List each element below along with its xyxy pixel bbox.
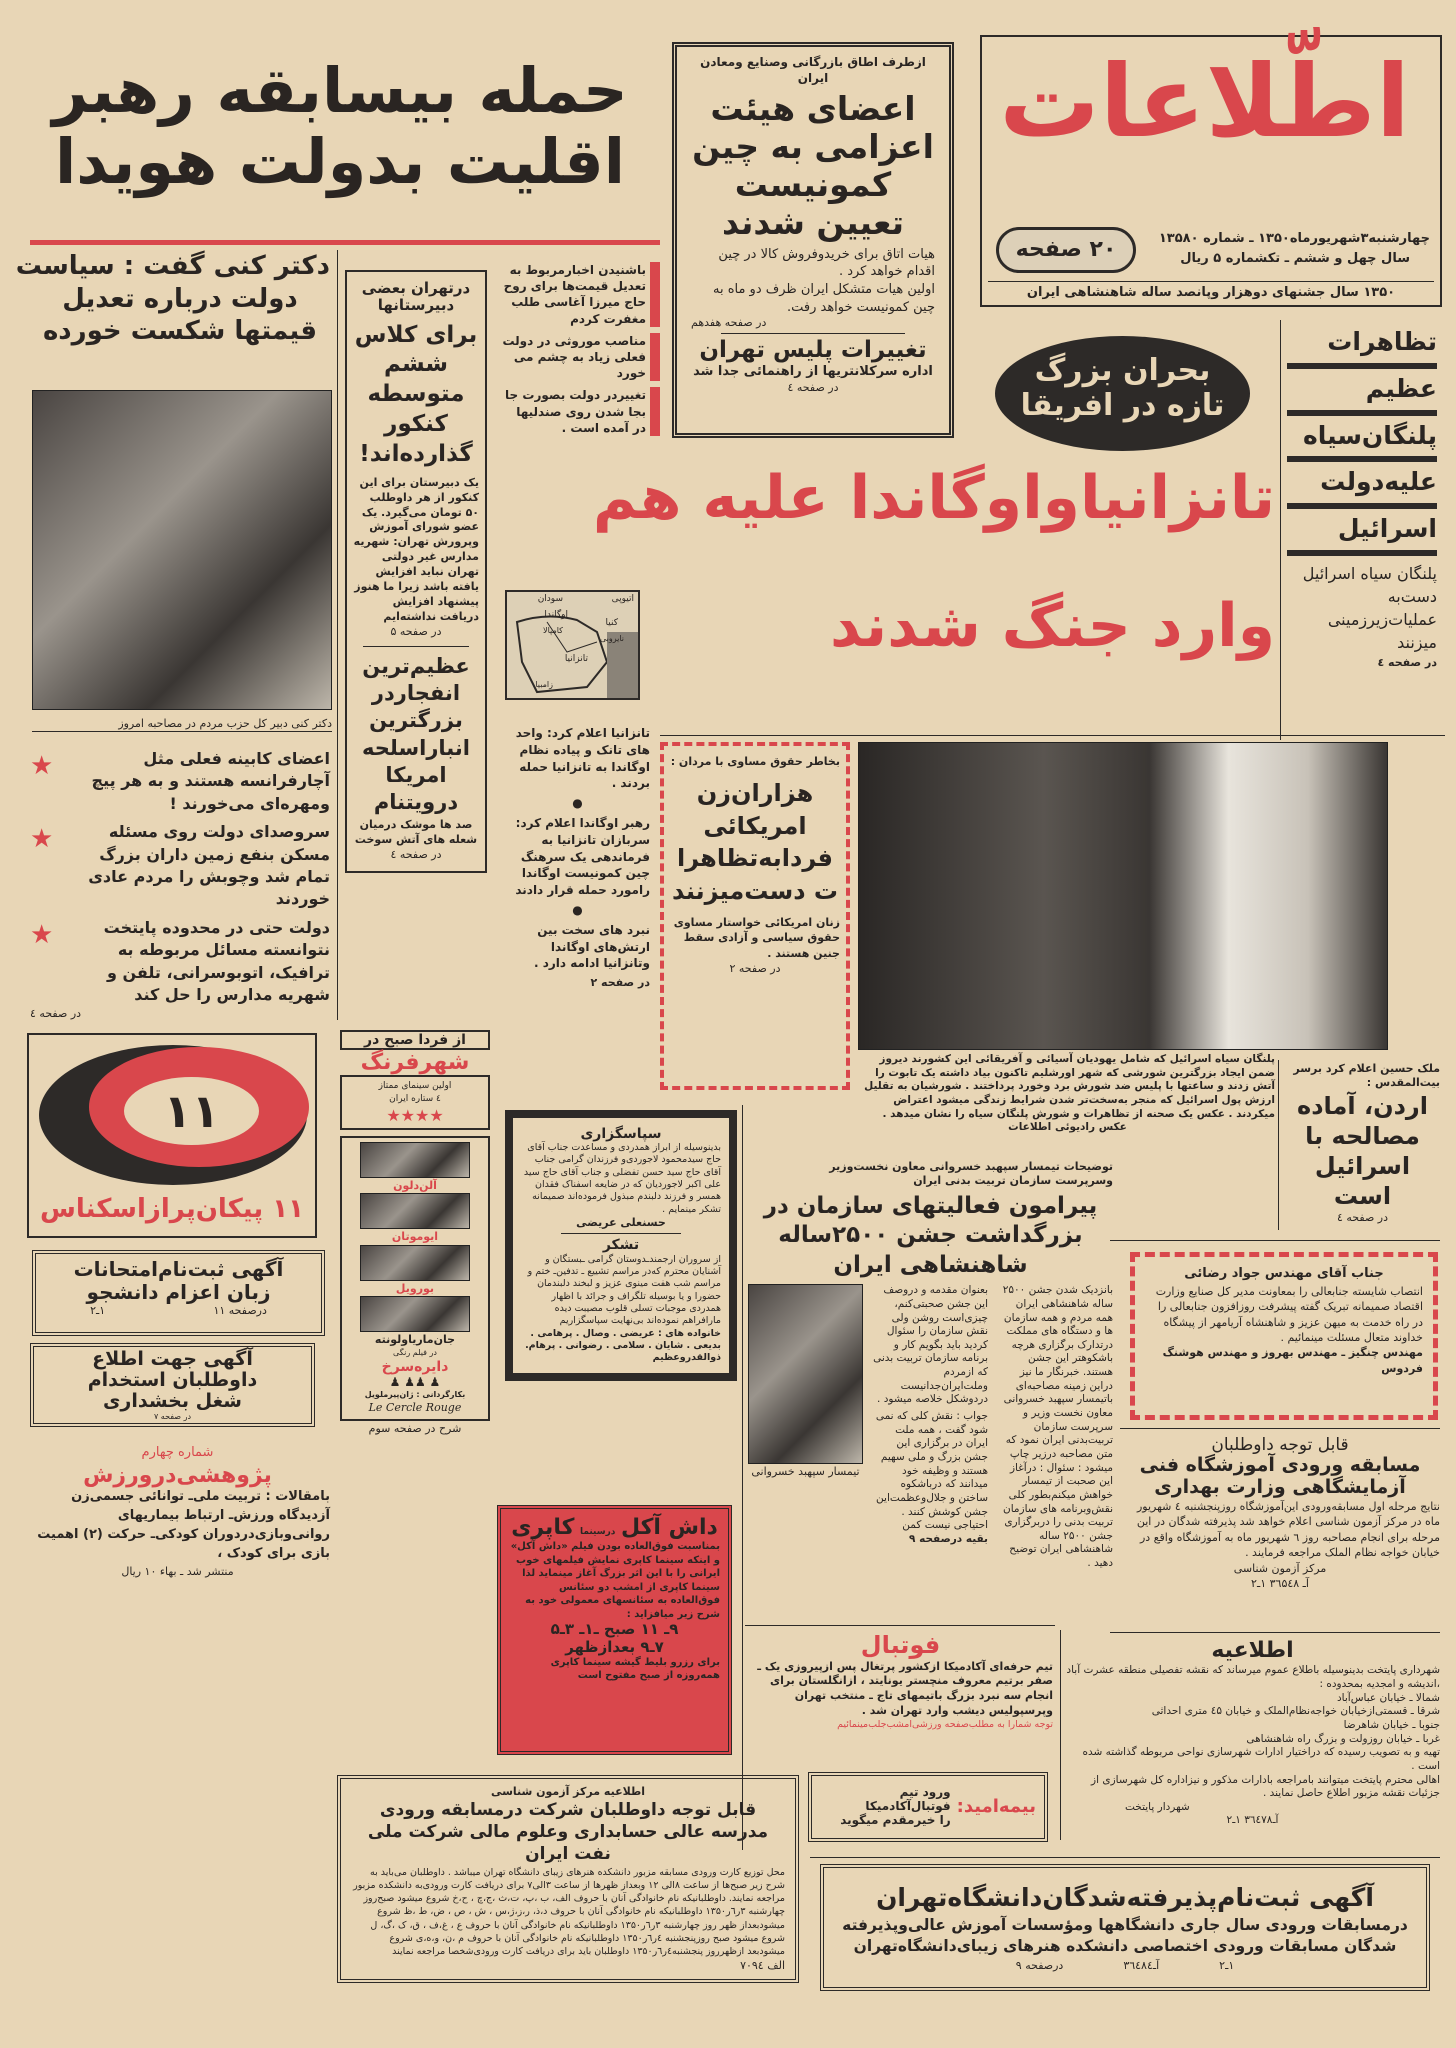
page-ref: درصفحه ۱۱ [213,1304,267,1317]
page-ref: در صفحه ٤ [1336,1210,1389,1224]
police-body: اداره سرکلانتریها از راهنمائی جدا شد [693,363,933,379]
body: اولین هیات متشکل ایران ظرف دو ماه به چین کمونیست خواهد رفت. [712,282,935,315]
headline: اردن، آماده مصالحه با اسرائیل است [1297,1091,1428,1210]
page-ref: در صفحه هفدهم [691,316,767,330]
black-panthers-column [1287,328,1437,670]
map-label: کنیا [605,618,618,628]
actor-photo [360,1142,470,1178]
star-icon: ★ [30,751,54,781]
celebration-article [748,1160,1113,1571]
notice-line: شرقا ـ قسمتی‌ازخیابان خواجه‌نظام‌الملک و خیابان ٤۵ متری احداثی [1151,1705,1440,1718]
actor-name: ایوموتان [391,1230,439,1244]
film-title-french: Le Cercle Rouge [368,1400,462,1414]
map-graphic [507,592,638,698]
map-label: اوگاندا [544,610,568,620]
masthead-banner: ۱۳۵۰ سال جشنهای دوهزار وپانصد ساله شاهنشاهی ایران [1026,285,1396,300]
bullet-dot-icon: ● [572,902,583,917]
article-column: بعنوان مقدمه و دروصف این جشن صحبتی‌کنم، چیزی‌است روشن ولی نقش سازمان را سئوال کردید باید بگویم کار و برنامه سازمان تربیت بدنی که ازمردم وملت‌ایران‌جدانیست دردوشکل خلاصه میشود . [873,1284,988,1406]
signature: شهردار پایتخت [1125,1800,1190,1813]
ad-line: شدگان مسابقات ورودی اختصاصی دانشکده هنرهای زیبای‌دانشگاه‌تهران [853,1937,1397,1956]
kicker: توضیحات تیمسار سپهبد خسروانی معاون نخست‌وزیر [829,1160,1113,1173]
bullet-text: مناصب موروثی در دولت فعلی زیاد به چشم می خورد [500,333,660,382]
page-ref: درصفحه ۹ [1015,1958,1064,1972]
film-title: دایره‌سرخ [381,1358,449,1375]
ad-code: آـ۳٦٤۷۸ ۱ـ۲ [1226,1814,1279,1827]
page-ref: در صفحه ٤ [1377,655,1437,669]
page-ref: در صفحه ٤ [787,380,839,394]
issue-date: چهارشنبه۳شهریورماه۱۳۵۰ ـ شماره ۱۳۵۸۰ [1158,231,1430,246]
ad-line: درمسابقات ورودی سال جاری دانشگاهها ومؤسسات آموزش عالی‌وپذیرفته [842,1915,1408,1934]
oval-line-1: بحران بزرگ [1034,353,1211,388]
ad-code: آـ۳٦٤۸٤ [1123,1958,1160,1972]
africa-crisis-oval [995,336,1250,451]
cinema-name: کاپری [511,1515,575,1540]
notice-body: از سروران ارجمند‌ـدوستان گرامی ـبستگان و آشنایان محترم که‌در مراسم تشییع ـ تدفین‌ـ ختم و مراسم شب هفت مینوی عزیز و لبخند دلبندمان حضورا و یا بوسیله تلگراف و جرائد با اظهار همدردی موجبات تسلی قلوب مصیبت دیده مارافراهم نموده‌اند بی‌نهایت سپاسگزاریم [527,1253,721,1327]
peykan-slogan: ۱۱ پیکان‌پرازاسکناس [40,1194,304,1224]
school-exam-box [345,270,487,873]
kicker: وسرپرست سازمان تربیت بدنی ایران [913,1174,1113,1188]
kicker: بخاطر حقوق مساوی با مردان : [670,755,840,768]
black-panthers-protest-photo [858,742,1388,1050]
body: بامقالات : تربیت ملی‌ـ توانائی جسمی‌زن آزدیدگاه ورزش‌ـ ارتباط بیماریهای روانی‌وبازی‌دردوران کودکی‌ـ حرکت (۲) اهمیت بازی برای کودک ، [37,1489,330,1561]
ad-line: شغل بخشداری [103,1389,242,1412]
ad-code: الف ۷۰۹٤ [740,1958,785,1972]
headline-word: علیه‌دولت [1287,468,1437,509]
cinema-subtitle: ٤ ستاره ایران [389,1093,441,1104]
page-ref: در صفحه ۷ [153,1411,192,1421]
headline: پیرامون فعالیتهای سازمان در بزرگداشت جشن ۲۵۰۰ساله شاهنشاهی ایران [763,1192,1098,1279]
footer: منتشر شد ـ بهاء ۱۰ ریال [121,1564,234,1578]
ad-line: آگهی ثبت‌نام‌امتحانات [73,1257,284,1281]
actor-photo [360,1245,470,1281]
bimeh-omid-ad [808,1772,1048,1842]
ad-line: زبان اعزام دانشجو [86,1280,271,1304]
magazine-title: پژوهشی‌درورزش [83,1462,272,1488]
lead-headline [25,55,655,198]
kicker: ملک حسین اعلام کرد برسر بیت‌المقدس : [1293,1062,1440,1090]
signature: مرکز آزمون شناسی [1233,1561,1327,1575]
map-label: سودان [537,594,563,604]
dash-akol-cinema-ad [497,1505,732,1755]
congratulations-notice [1130,1252,1438,1420]
actor-photo [360,1193,470,1229]
headline: هزاران‌زن امریکائی فردابه‌تظاهرات دست‌میزنند [671,779,839,905]
notice-title: اطلاعیه [1211,1638,1294,1663]
kani-head-2: دولت درباره تعدیل [62,283,298,314]
body: تانزانیا اعلام کرد: واحد های تانک و پیاده نظام اوگاندا به تانزانیا حمله بردند . [515,726,650,791]
map-label: اتیوپی [611,594,634,604]
notice-line: تهیه و به تصویب رسیده که دراختیار ادارات شهرسازی نواحی مربوطه گذاشته شده است . [1082,1746,1440,1772]
star-icon: ★ [30,919,54,950]
label: درسینما [579,1527,616,1537]
page-ref: در صفحه ۵ [390,625,442,639]
kicker: شماره چهارم [141,1445,214,1460]
silhouettes-icon: ♟ ♟♟ ♟ [389,1374,441,1389]
football-story [748,1632,1053,1731]
notice-signers: مهندس چنگیز ـ مهندس بهروز و مهندس هوشنگ فردوس [1162,1346,1423,1375]
oil-school-notice [337,1775,799,1983]
page-ref: بقیه درصفحه ۹ [909,1532,988,1545]
notice-line: اهالی محترم پایتخت میتوانند بامراجعه بادارات مذکور و نیزاداره کل شهرسازی از جزئیات نقشه مزبور اطلاع حاصل نمایند . [1091,1773,1440,1800]
ad-line: را خیرمقدم میگوید [840,1812,951,1827]
actor-name: بورویل [395,1281,435,1295]
newspaper-logo: اطّلاعات [999,43,1410,160]
ad-code: ۱ـ۲ [1219,1958,1235,1972]
issue-year: سال چهل و ششم ـ تکشماره ۵ ریال [1180,251,1410,266]
job-ad [30,1343,315,1427]
condolence-notice [505,1110,737,1381]
page-ref: در صفحه ۲ [590,976,650,990]
kani-photo [32,390,332,710]
headline: برای کلاس ششم متوسطه کنکور گذارده‌اند! [354,321,478,468]
peykan-lottery-ad [27,1033,317,1238]
body: رهبر اوگاندا اعلام کرد: سربازان تانزانیا به فرماندهی یک سرهنگ چین کمونیست اوگاندا رامورد حمله قرار دادند [515,815,650,898]
signature: حسنعلی عریضی [576,1216,666,1230]
sport-research-ad [25,1444,330,1579]
kicker: ازطرف اطاق بازرگانی وصنایع ومعادن ایران [700,55,926,85]
body: نبرد های سخت بین ارتش‌های اوگاندا وتانزانیا ادامه دارد . [534,922,650,971]
actor-photo [360,1296,470,1332]
body: زنان امریکائی خواستار مساوی حقوق سیاسی و آزادی سقط جنین هستند . [673,915,840,960]
kani-head-1: دکتر کنی گفت : سیاست [15,251,330,281]
cinema-name: شهرفرنگ [360,1050,470,1076]
article-column: جواب : نقش کلی که نمی شود گفت ، همه ملت ایران در برگزاری این جشن بزرگ و ملی سهیم هستند و وظیفه خود میدانند که درباشکوه ساختن و جلال‌وعظمت‌این جشن کوشش کنند . احتیاجی نیست کمن [875,1410,988,1532]
four-star-rating-icon: ★★★★ [386,1105,444,1125]
masthead [980,35,1442,307]
headline-word: پلنگان‌سیاه [1287,422,1437,463]
actor-name: جان‌ماریاولونته [374,1332,456,1346]
cinema-subtitle: اولین سینمای ممتاز [378,1081,452,1092]
bullet-text: دولت حتی در محدوده پایتخت نتوانسته مسائل مربوطه به ترافیک، اتوبوسرانی، تلفن و شهریه مدارس را حل کند [103,917,330,1004]
africa-text [505,725,650,994]
jordan-story [1285,1062,1440,1225]
headline: مسابقه ورودی آموزشگاه فنی آزمایشگاهی وزارت بهداری [1139,1454,1421,1499]
page-ref: در صفحه ۲ [729,962,781,976]
notice-line: جنوبا ـ خیابان شاهرضا [1343,1718,1440,1731]
notice-body: بدینوسیله از ابراز همدردی و مساعدت جناب آقای حاج سیدمحمود لاجوردی‌و فرزندان گرامی جناب آقای حاج سید حسن تفضلی و جناب آقای حاج سید علی اکبر لاجوردیان که در ضایعه اسفناک فقدان همسر و فرزند دلبندم مبذول فرموده‌اند صمیمانه تشکر مینمایم . [523,1142,721,1215]
body: هیات اتاق برای خریدوفروش کالا در چین اقدام خواهد کرد . [718,246,935,280]
protest-photo-caption [860,1053,1275,1135]
notice-title: جناب آقای مهندس جواد رضائی [1184,1266,1384,1281]
headline-word: عظیم [1287,375,1437,416]
explosion-headline: عظیم‌ترین انفجاردر بزرگترین انباراسلحه امریکا درویتنام [362,653,470,815]
bullet-text: اعضای کابینه فعلی مثل آچارفرانسه هستند و به هر پیچ ومهره‌ای می‌خورند ! [91,749,330,813]
film-note: در فیلم رنگی [393,1348,437,1358]
government-bullets [500,262,660,439]
showtimes: ۹ـ ۱۱ صبح ـ۱ـ ۳ـ۵ [550,1620,679,1639]
headline-line-2: وارد جنگ شدند [830,591,1275,661]
body: یک دبیرستان برای این کنکور از هر داوطلب ۵۰ تومان می‌گیرد. یک عضو شورای آموزش وپرورش تهران: شهریه مدارس غیر دولتی تهران نباید افزایش یافته باشد زیرا ما هنوز پیشنهاد افزایش دریافت نداشته‌ایم [353,475,479,623]
lead-line-1: حمله بیسابقه رهبر [52,54,628,127]
kani-head-3: قیمتها شکست خورده [42,316,318,346]
notice-title: سپاسگزاری [580,1126,662,1142]
film-title: داش آکل [620,1515,718,1540]
notice-title: تشکر [602,1237,640,1254]
china-delegation-box [672,42,954,438]
brand-name: بیمه‌امید: [956,1795,1036,1817]
ad-code: آـ ۳٦۵٤۸ ۱ـ۲ [1251,1577,1309,1591]
tehran-university-ad [820,1864,1430,1991]
showtimes: ۷ـ۹ بعدازظهر [565,1637,664,1656]
oval-line-2: تازه در افریقا [1020,387,1225,423]
signature: خانواده های : عریضی . وصال . پرهامی . بدیعی . شایان . سلامی . رضوانی . پرهام. ذوالقدروعظیم [525,1327,721,1364]
police-headline: تغییرات پلیس تهران [699,337,927,364]
headline-word: تظاهرات [1287,328,1437,369]
language-exam-ad [32,1250,325,1336]
body: محل توزیع کارت ورودی مسابقه مزبور دانشکده هنرهای زیبای دانشگاه تهران میباشد . داوطلبان می‌باید به شرح زیر صبح‌ها از ساعت ۸الی ۱۲ وبعداز ظهرها از ساعت ۳الی۷ برای دریافت کارت ورودی‌به دانشکده مزبور مراجعه نمایند. داوطلبانیکه نام خانوادگی آنان با حروف الف، ب ،پ، ت،ث ،ج،چ ، ح،خ شروع میشود صبح‌روز چهارشنبه ۳ر٦ر۱۳۵۰ داوطلبانیکه نام خانوادگی آنان با حروف د،ذ، ر،ز،ژ،س ، ش ، ص ، ض، ط ،ظ شروع میشودبعداز ظهر روز چهارشنبه ۳ر٦ر۱۳۵۰ داوطلبانیکه نام خانوادگی آنان با حروف ع ، غ،ف ، ق، ک ،گ، ل شروع میشود صبح روزپنجشنبه ٤ر٦ر۱۳۵۰ داوطلبانیکه نام خانوادگی آنان با حروف م ،ن، و،ه،ی شروع میشودبعد ازظهرروز پنجشنبه٤ر٦ر۱۳۵۰ داوطلبان باید برای دریافت کارت ورودی‌شخصا مراجعه نمایند [353,1866,785,1958]
ad-line: داوطلبان استخدام [87,1368,258,1391]
body: نتایج مرحله اول مسابقه‌ورودی این‌آموزشگاه روزپنجشنبه ٤ شهریور ماه در مرکز آزمون شناسی اعلام خواهد شد پذیرفته شدگان در این مرحله برای انجام مصاحبه روز ٦ شهریور ماه به آموزشگاه واقع در خیابان خواجه نظام الملک مراجعه فرمایند . [1136,1500,1440,1560]
bullet-text: سروصدای دولت روی مسئله مسکن بنفع زمین داران بزرگ تمام شد وچوبش را مردم عادی خوردند [88,822,330,909]
footer: برای رزرو بلیط گیشه سینما کاپری همه‌روزه از صبح مفتوح است [550,1656,720,1682]
ad-line: ورود تیم فوتبال‌آکادمیکا [865,1785,951,1814]
peykan-number: ۱۱ [124,1077,259,1145]
american-women-box [660,742,850,1090]
body: صد ها موشک درمیان شعله های آتش سوخت [354,817,478,846]
africa-map [505,590,640,700]
municipality-notice [1065,1638,1440,1828]
headline: فوتبال [860,1631,941,1659]
headline: قابل توجه داوطلبان شرکت درمسابقه ورودی مدرسه عالی حسابداری وعلوم مالی شرکت ملی نفت ایران [367,1800,769,1865]
cinema-ad [340,1030,490,1437]
photo-caption: دکتر کنی دبیر کل حزب مردم در مصاحبه امروز [32,716,332,732]
body: تیم حرفه‌ای آکادمیکا ازکشور پرتغال پس ازپیروزی یک ـ صفر برتیم معروف منچستر یونایتد ، ازانگلستان برای انجام سه نبرد بزرگ باتیمهای تاج ـ منتخب تهران وپرسپولیس دیشب وارد تهران شد . [757,1659,1053,1718]
notice-line: غربا ـ خیابان روزولت و بزرگ راه شاهنشاهی [1246,1732,1440,1745]
body: پلنگان سیاه اسرائیل دست‌به عملیات‌زیرزمینی میزنند [1302,563,1437,653]
lead-line-2: اقلیت بدولت هویدا [54,125,626,199]
caption-text: پلنگان سیاه اسرائیل که شامل یهودیان آسیائی و آفریقائی این کشورند دیروز ضمن ایجاد بزرگترین شورشی که شهر اورشلیم تاکنون بیاد داشته یک تابوت را آتش زدند و ساعتها با پلیس ضد شورش برد وخورد پرداختند . شورشیان به تقلیل ارزش پول اسرائیل که منجر به‌سخت‌تر شدن شرایط زندگی میشود اعتراض میکردند . عکس یک صحنه از تظاهرات و شورش پلنگان سیاه را نشان میدهد . [864,1053,1275,1120]
map-label: کامپالا [543,626,563,635]
kicker: قابل توجه داوطلبان [1211,1435,1349,1455]
photo-caption: تیمسار سپهبد خسروانی [751,1465,860,1479]
kicker: اطلاعیه مرکز آزمون شناسی [490,1785,646,1798]
bullet-dot-icon: ● [572,796,583,811]
notice-line: شهرداری پایتخت بدینوسیله باطلاع عموم میرساند که نقشه تفصیلی منطقه عشرت آباد ،اندیشه و امجدیه بمحدوده : [1066,1664,1440,1691]
headline-line-1: تانزانیاواوگاندا علیه هم [592,463,1275,533]
page-ref: شرح در صفحه سوم [368,1422,462,1436]
map-label: تانزانیا [564,654,588,664]
note: توجه شمارا به مطلب‌صفحه ورزشی‌امشب‌جلب‌مینمائیم [837,1718,1053,1730]
page-ref: در صفحه ٤ [390,848,442,862]
cinema-kicker: از فردا صبح در [340,1030,490,1050]
map-label: نایروبی [599,634,624,643]
notice-body: انتصاب شایسته جنابعالی را بمعاونت مدیر کل صنایع وزارت اقتصاد صمیمانه تبریک گفته پیشرفت روزافزون جنابعالی را در راه خدمت به میهن عزیز و شاهنشاه آریامهر از پیشگاه خداوند متعال مسئلت مینمائیم . [1155,1284,1423,1345]
kani-bullets [30,748,330,1022]
notice-line: شمالا ـ خیابان عباس‌آباد [1336,1691,1440,1704]
ad-code: ۱ـ۲ [90,1304,106,1317]
ad-line: آگهی جهت اطلاع [92,1348,253,1370]
bullet-text: باشنیدن اخبارمربوط به تعدیل قیمت‌ها برای روح حاج میرزا آغاسی طلب مغفرت کردم [500,262,660,327]
page-count-badge: ۲۰ صفحه [996,227,1136,273]
kani-headline [15,250,330,348]
page-ref: در صفحه ٤ [30,1007,82,1021]
star-icon: ★ [30,824,54,855]
khosravani-photo [748,1284,863,1464]
headline-word: اسرائیل [1287,515,1437,556]
headline: اعضای هیئت اعزامی به چین کمونیست تعیین شدند [692,89,934,242]
headline: آگهی ثبت‌نام‌پذیرفته‌شدگان‌دانشگاه‌تهران [876,1883,1374,1912]
actor-name: آلن‌دلون [393,1178,437,1192]
article-column: بانزدیک شدن جشن ۲۵۰۰ ساله شاهنشاهی ایران همه مردم و همه سازمان ها و دستگاه های مملکت درتدارک برگزاری هرچه باشکوهتر این جشن هستند. خبرنگار ما نیز دراین زمینه مصاحبه‌ای باتیمسار سپهبد خسروانی معاون نخست وزیر و سرپرست سازمان تربیت‌بدنی ایران نمود که متن مصاحبه درزیر چاپ میشود : سئوال : درآغاز این صحبت از تیمسار خواهش میکنم‌بطور کلی نقش‌وبرنامه های سازمان تربیت بدنی را دربرگزاری جشن ۲۵۰۰ ساله شاهنشاهی ایران توضیح دهید . [1002,1284,1113,1570]
photo-credit: عکس رادیوئی اطلاعات [1008,1121,1127,1134]
kicker: درتهران بعضی دبیرستانها [361,279,471,315]
bullet-text: تغییردر دولت بصورت جا بجا شدن روی صندلیها در آمده است . [500,387,660,436]
director: بکارگردانی : ژان‌پیرملویل [364,1389,466,1399]
map-label: زامبیا [535,680,553,689]
technical-school-notice [1120,1435,1440,1591]
body: بمناسبت فوق‌العاده بودن فیلم «داش آکل» و اینکه سینما کاپری نمایش فیلمهای خوب ایرانی را با این اثر بزرگ آغاز مینماید لذا سینما کاپری از امشب دو سئانس فوق‌العاده به سئانسهای معمولی خود به شرح زیر میافزاید : [510,1541,720,1620]
